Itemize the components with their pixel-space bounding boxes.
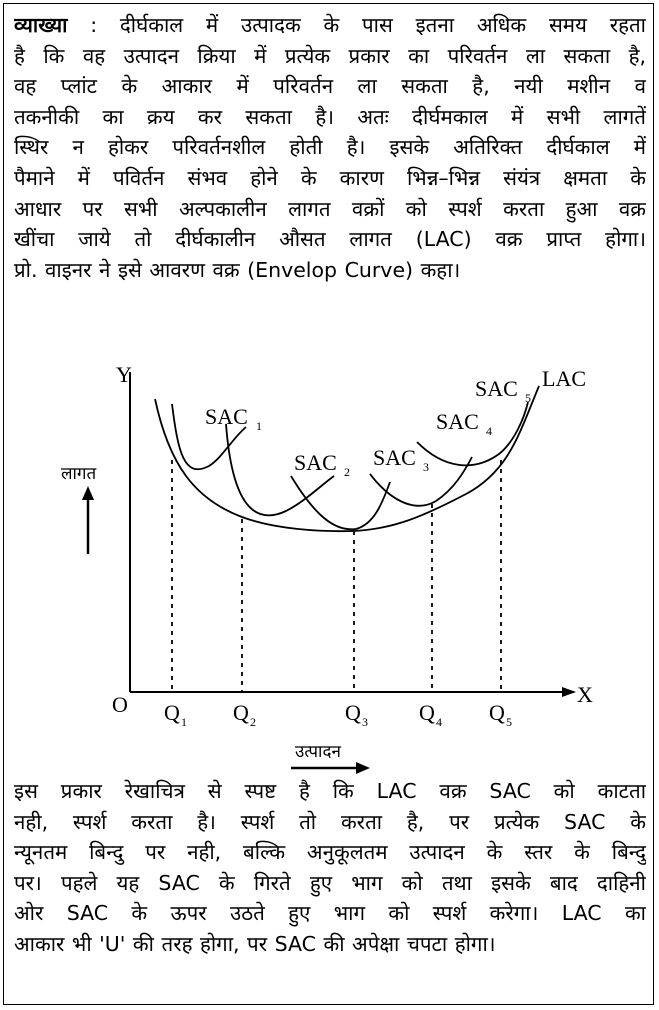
q-label-text: Q	[345, 700, 361, 725]
text-line: आधार पर सभी अल्पकालीन लागत वक्रों को स्पर्श करता हुआ वक्र	[14, 196, 646, 221]
sac-label-text: SAC	[475, 376, 518, 401]
text-line: ओर SAC के ऊपर उठते हुए भाग को स्पर्श करेगा। LAC का	[14, 901, 646, 926]
q5-label	[489, 700, 512, 729]
sac-5-label	[475, 376, 531, 405]
q-label-subscript: 2	[250, 715, 256, 729]
text-line: स्थिर न होकर परिवर्तनशील होती है। इसके अतिरिक्त दीर्घकाल में	[14, 135, 646, 160]
q-label-subscript: 1	[181, 715, 187, 729]
x-axis-label: X	[577, 682, 593, 707]
text-line: आकार भी 'U' की तरह होगा, पर SAC की अपेक्षा चपटा होगा।	[14, 931, 496, 956]
text-line: तकनीकी का क्रय कर सकता है। अतः दीर्घमकाल में सभी लागतें	[14, 104, 646, 129]
lac-label: LAC	[542, 366, 586, 391]
q-label-subscript: 3	[362, 715, 368, 729]
explanation-paragraph	[14, 10, 646, 285]
text-line: है कि वह उत्पादन क्रिया में प्रत्येक प्रकार का परिवर्तन ला सकता है,	[14, 43, 646, 68]
text-line: पैमाने में पविर्तन संभव होने के कारण भिन्न–भिन्न संयंत्र क्षमता के	[14, 165, 646, 190]
sac-label-text: SAC	[436, 409, 479, 434]
q-label-subscript: 5	[506, 715, 512, 729]
right-arrow-head	[356, 762, 370, 774]
sac-3-curve	[291, 476, 390, 529]
sac-1-label	[205, 404, 262, 433]
sac-4-label	[436, 409, 492, 438]
text-line: पर। पहले यह SAC के गिरते हुए भाग को तथा इसके बाद दाहिनी	[14, 870, 646, 895]
text-line: नही, स्पर्श करता है। स्पर्श तो करता है, पर प्रत्येक SAC के	[14, 809, 646, 834]
text-line: खींचा जाये तो दीर्घकालीन औसत लागत (LAC) वक्र प्राप्त होगा।	[14, 227, 646, 252]
x-axis-arrowhead	[562, 687, 576, 697]
sac-label-subscript: 1	[256, 419, 262, 433]
q-label-text: Q	[489, 700, 505, 725]
text-line-content: : दीर्घकाल में उत्पादक के पास इतना अधिक समय रहता	[90, 13, 646, 37]
q2-label	[233, 700, 256, 729]
q-label-text: Q	[419, 700, 435, 725]
y-caption-cost: लागत	[61, 464, 97, 484]
content-box	[3, 3, 654, 1005]
sac-label-subscript: 3	[423, 460, 429, 474]
sac-label-subscript: 5	[525, 391, 531, 405]
q-label-subscript: 4	[436, 715, 442, 729]
origin-label: O	[112, 692, 128, 717]
text-line: न्यूनतम बिन्दु पर नही, बल्कि अनुकूलतम उत्पादन के स्तर के बिन्दु	[14, 840, 646, 865]
text-line: प्रो. वाइनर ने इसे आवरण वक्र (Envelop Curve) कहा।	[14, 257, 461, 282]
text-line	[14, 10, 646, 41]
q-label-text: Q	[233, 700, 249, 725]
sac-label-subscript: 2	[344, 465, 350, 479]
cost-curve-diagram	[4, 354, 652, 774]
text-line: इस प्रकार रेखाचित्र से स्पष्ट है कि LAC वक्र SAC को काटता	[14, 779, 646, 803]
y-axis-label: Y	[116, 362, 132, 387]
sac-label-text: SAC	[205, 404, 248, 429]
sac-label-subscript: 4	[486, 424, 492, 438]
q-label-text: Q	[164, 700, 180, 725]
sac-label-text: SAC	[294, 450, 337, 475]
sac-2-label	[294, 450, 350, 479]
q4-label	[419, 700, 442, 729]
q3-label	[345, 700, 368, 729]
x-caption-output: उत्पादन	[295, 742, 341, 762]
sac-label-text: SAC	[373, 445, 416, 470]
up-arrow-head	[82, 486, 94, 500]
text-line: वह प्लांट के आकार में परिवर्तन ला सकता है, नयी मशीन व	[14, 74, 646, 99]
sac-3-label	[373, 445, 429, 474]
conclusion-paragraph	[14, 776, 646, 960]
q1-label	[164, 700, 187, 729]
explanation-heading: व्याख्या	[14, 13, 68, 37]
